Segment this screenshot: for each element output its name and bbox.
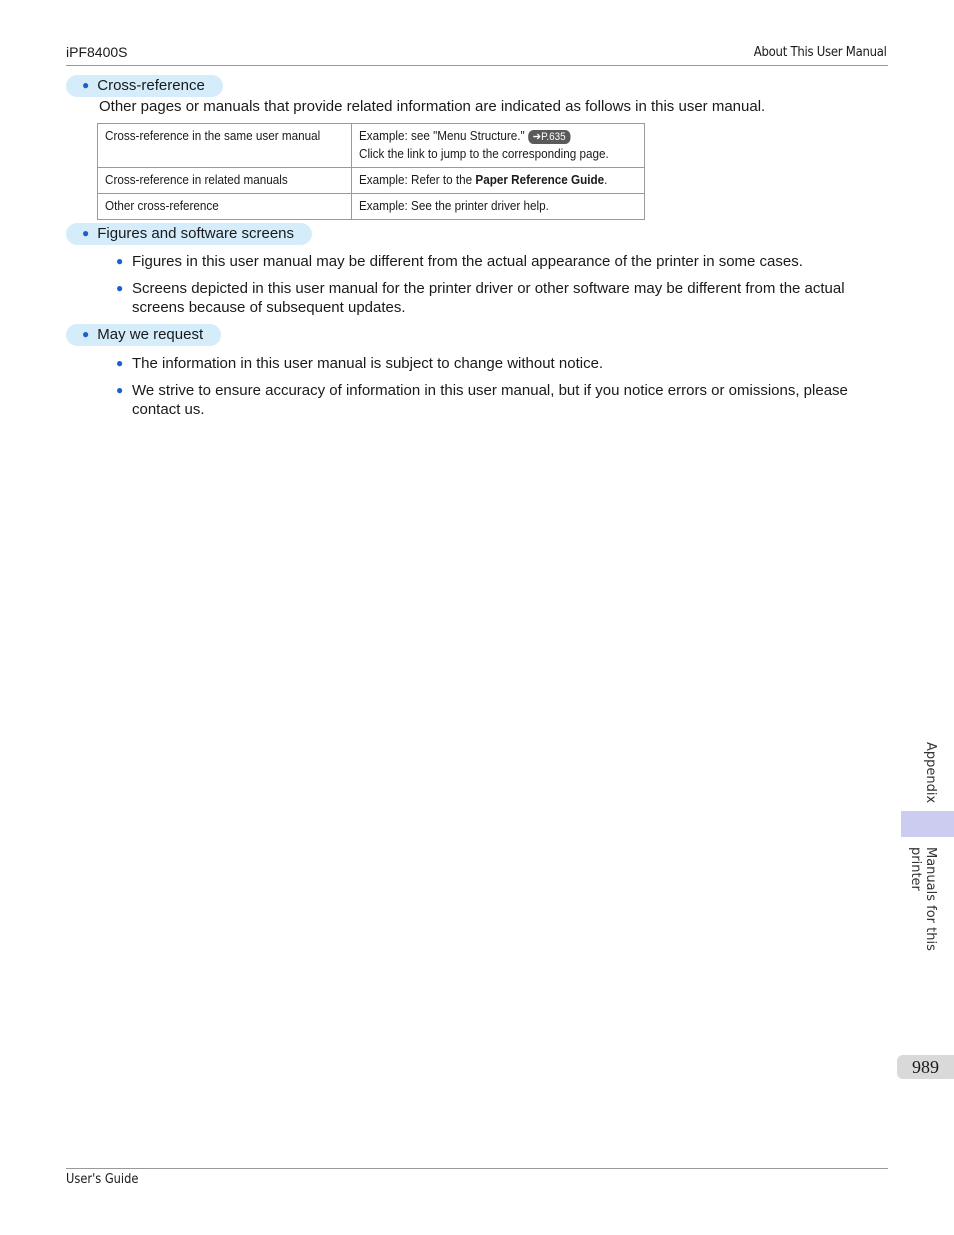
page-link[interactable]: ➔P.635 <box>528 130 570 144</box>
table-row <box>98 168 645 194</box>
cross-reference-intro: Other pages or manuals that provide related information are indicated as follows in this user manual. <box>99 98 766 115</box>
manual-name: Paper Reference Guide <box>475 172 605 187</box>
footer-rule <box>66 1168 888 1169</box>
section-heading-request: ● May we request <box>66 324 221 346</box>
list-item: ● We strive to ensure accuracy of information in this user manual, but if you notice errors or omissions, please contact us. <box>116 382 848 418</box>
header-rule <box>66 65 888 66</box>
bullet-icon: ● <box>82 327 90 341</box>
list-item: ● The information in this user manual is subject to change without notice. <box>116 355 604 372</box>
request-list <box>116 354 888 427</box>
bullet-icon: ● <box>116 281 124 295</box>
table-row <box>98 124 645 168</box>
table-cell: Cross-reference in the same user manual <box>98 124 352 168</box>
table-cell: Cross-reference in related manuals <box>98 168 352 194</box>
header-product: iPF8400S <box>66 44 128 60</box>
cross-reference-table <box>97 123 645 220</box>
side-tab-appendix[interactable]: Appendix <box>923 742 938 804</box>
list-item: ● Screens depicted in this user manual for the printer driver or other software may be different from the actual screens because of subsequent updates. <box>116 280 845 316</box>
section-heading-cross-reference: ● Cross-reference <box>66 75 223 97</box>
bullet-icon: ● <box>116 356 124 370</box>
table-cell: Example: see "Menu Structure." ➔P.635 Click the link to jump to the corresponding page. <box>352 124 645 168</box>
footer-guide: User's Guide <box>66 1172 139 1187</box>
section-heading-figures: ● Figures and software screens <box>66 223 312 245</box>
side-tab-manuals[interactable]: Manuals for this printer <box>908 847 938 951</box>
table-row <box>98 194 645 220</box>
bullet-icon: ● <box>116 383 124 397</box>
bullet-icon: ● <box>82 226 90 240</box>
table-cell: Example: See the printer driver help. <box>352 194 645 220</box>
page-number: 989 <box>897 1055 954 1079</box>
side-tab-marker <box>901 811 954 837</box>
table-cell: Example: Refer to the Paper Reference Guide. <box>352 168 645 194</box>
bullet-icon: ● <box>116 254 124 268</box>
table-cell: Other cross-reference <box>98 194 352 220</box>
figures-list <box>116 252 888 325</box>
list-item: ● Figures in this user manual may be different from the actual appearance of the printer in some cases. <box>116 253 803 270</box>
bullet-icon: ● <box>82 78 90 92</box>
header-section: About This User Manual <box>754 45 887 60</box>
